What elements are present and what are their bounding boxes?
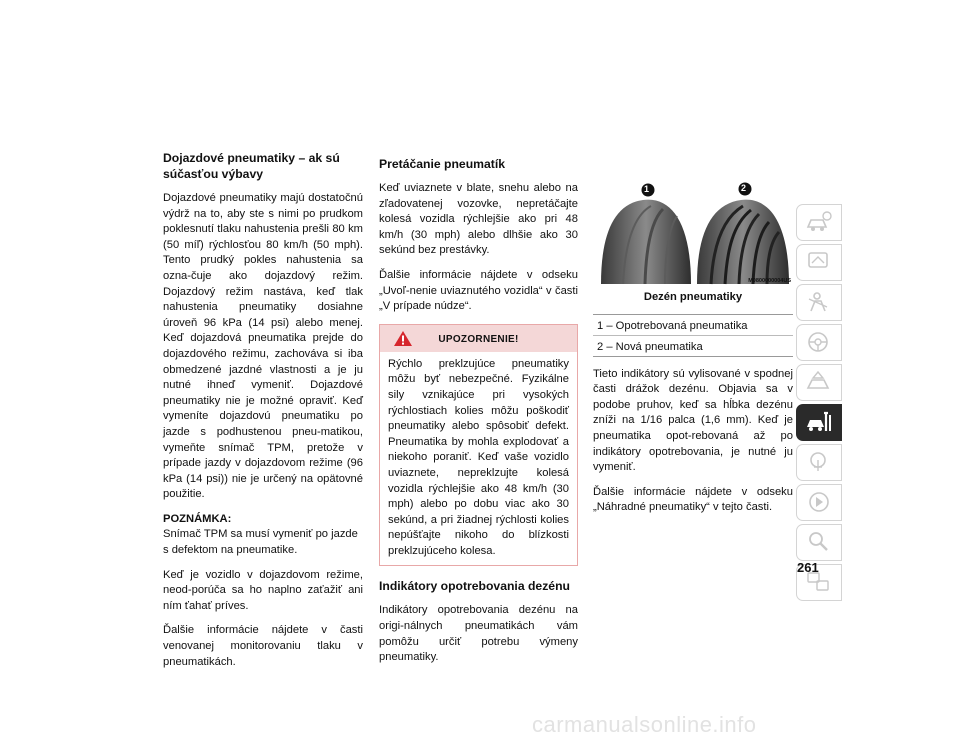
runflat-paragraph: Dojazdové pneumatiky majú dostatočnú výdrž na to, aby ste s nimi po prudkom poklesnutí tlaku nahustenia prešli 80 km (50 míľ) rýchlosťou 80 km/h (50 mph). Tento prudký pokles nahustenia sa ozna-čuje ako dojazdový režim. Dojazdový režim nastáva, keď tlak nahustenia pneumatiky dosiahne úroveň 96 kPa (14 psi) alebo menej. Keď dojazdová pneumatika prejde do dojazdového režimu, zachováva si iba obmedzené jazdné vlastnosti a je ju nutné ihneď vymeniť. Dojazdové pneumatiky nie je možné opraviť. Keď vymeníte dojazdovú pneumatiku po jazde s podhustenou pneu-matikou, vymeňte snímač TPM, pretože v prípade jazdy v dojazdovom režime (96 kPa (14 psi)) nie je určený na opätovné použitie. — [163, 192, 363, 501]
indicator-description-paragraph: Tieto indikátory sú vylisované v spodnej časti drážok dezénu. Objavia sa v podobe pruhov, keď sa hĺbka dezénu zníži na 1/16 palca (1,6 mm). Keď je pneumatika opot-rebovaná až po indikátory opotrebovania, je nutné ju vymeniť. — [593, 367, 793, 474]
column-left — [163, 150, 363, 679]
tab-specifications[interactable] — [796, 444, 842, 481]
marker-2: 2 — [741, 183, 747, 193]
warning-header — [380, 325, 577, 352]
spare-tires-reference-paragraph: Ďalšie informácie nájdete v odseku „Náhradné pneumatiky“ v tejto časti. — [593, 485, 793, 514]
emergency-icon — [805, 369, 833, 395]
column-middle — [379, 156, 578, 675]
servicing-icon — [805, 409, 833, 435]
page-number: 261 — [797, 560, 819, 575]
specifications-icon — [805, 449, 833, 475]
tab-safety[interactable] — [796, 284, 842, 321]
warning-text: Rýchlo preklzujúce pneumatiky môžu byť nebezpečné. Fyzikálne sily vznikajúce pri vysokých rýchlostiach kolies môžu poškodiť pneumatiky alebo spôsobiť defekt. Pneumatika by mohla explodovať a niekoho poraniť. Keď vaše vozidlo uviaznete, nepreklzujte kolesá vozidla rýchlejšie ako 48 km/h (30 mph) alebo po dobu viac ako 30 sekúnd, a pri žiadnej rýchlosti kolies nepúšťajte nikoho do blízkosti preklzujúceho kolesa. — [388, 357, 569, 557]
starting-driving-icon — [805, 329, 833, 355]
tread-indicators-paragraph: Indikátory opotrebovania dezénu na origi-nálnych pneumatikách vám pomôžu určiť potrebu výmeny pneumatiky. — [379, 604, 578, 664]
tire-tread-figure — [593, 176, 793, 286]
tab-warning-lights[interactable] — [796, 244, 842, 281]
note-text: Snímač TPM sa musí vymeniť po jazde s defektom na pneumatike. — [163, 528, 358, 557]
tab-car-info[interactable] — [796, 204, 842, 241]
tab-emergency[interactable] — [796, 364, 842, 401]
section-heading-runflat: Dojazdové pneumatiky – ak sú súčasťou výbavy — [163, 151, 340, 181]
tab-index[interactable] — [796, 524, 842, 561]
section-heading-tread-indicators: Indikátory opotrebovania dezénu — [379, 579, 570, 594]
worn-tire — [601, 200, 691, 284]
chapter-tab-sidebar — [796, 204, 842, 604]
figure-code: M0800000004US — [748, 278, 791, 284]
legend-item: 2 – Nová pneumatika — [593, 335, 793, 356]
legend-item: 1 – Opotrebovaná pneumatika — [597, 319, 748, 332]
site-watermark: carmanualsonline.info — [532, 712, 757, 737]
note-label: POZNÁMKA: — [163, 512, 232, 525]
spinning-reference-paragraph: Ďalšie informácie nájdete v odseku „Uvoľ-nenie uviaznutého vozidla“ v časti „V prípade núdze“. — [379, 268, 578, 313]
tab-servicing-maintenance[interactable] — [796, 404, 842, 441]
runflat-mode-paragraph: Keď je vozidlo v dojazdovom režime, neod-porúča sa ho naplno zaťažiť ani ním ťahať príves. — [163, 568, 363, 612]
warning-box — [379, 324, 578, 567]
car-info-icon — [805, 209, 833, 235]
multimedia-icon — [805, 489, 833, 515]
safety-icon — [805, 289, 833, 315]
tab-starting-driving[interactable] — [796, 324, 842, 361]
marker-1: 1 — [644, 184, 650, 194]
figure-legend — [593, 314, 793, 357]
new-tire — [697, 200, 789, 284]
tpm-reference-paragraph: Ďalšie informácie nájdete v časti venovanej monitorovaniu tlaku v pneumatikách. — [163, 624, 363, 668]
figure-caption: Dezén pneumatiky — [643, 291, 743, 303]
warning-lights-icon — [805, 249, 833, 275]
warning-title: UPOZORNENIE! — [438, 333, 519, 345]
section-heading-spinning: Pretáčanie pneumatík — [379, 157, 505, 171]
tab-multimedia[interactable] — [796, 484, 842, 521]
index-search-icon — [805, 529, 833, 555]
spinning-paragraph: Keď uviaznete v blate, snehu alebo na zľadovatenej vozovke, nepretáčajte kolesá vozidla rýchlejšie ako pri 48 km/h (30 mph) alebo dlhšie ako 30 sekúnd bez prestávky. — [379, 182, 578, 257]
note-block — [163, 512, 363, 559]
column-right — [593, 176, 793, 525]
tire-tread-illustration — [593, 176, 793, 286]
